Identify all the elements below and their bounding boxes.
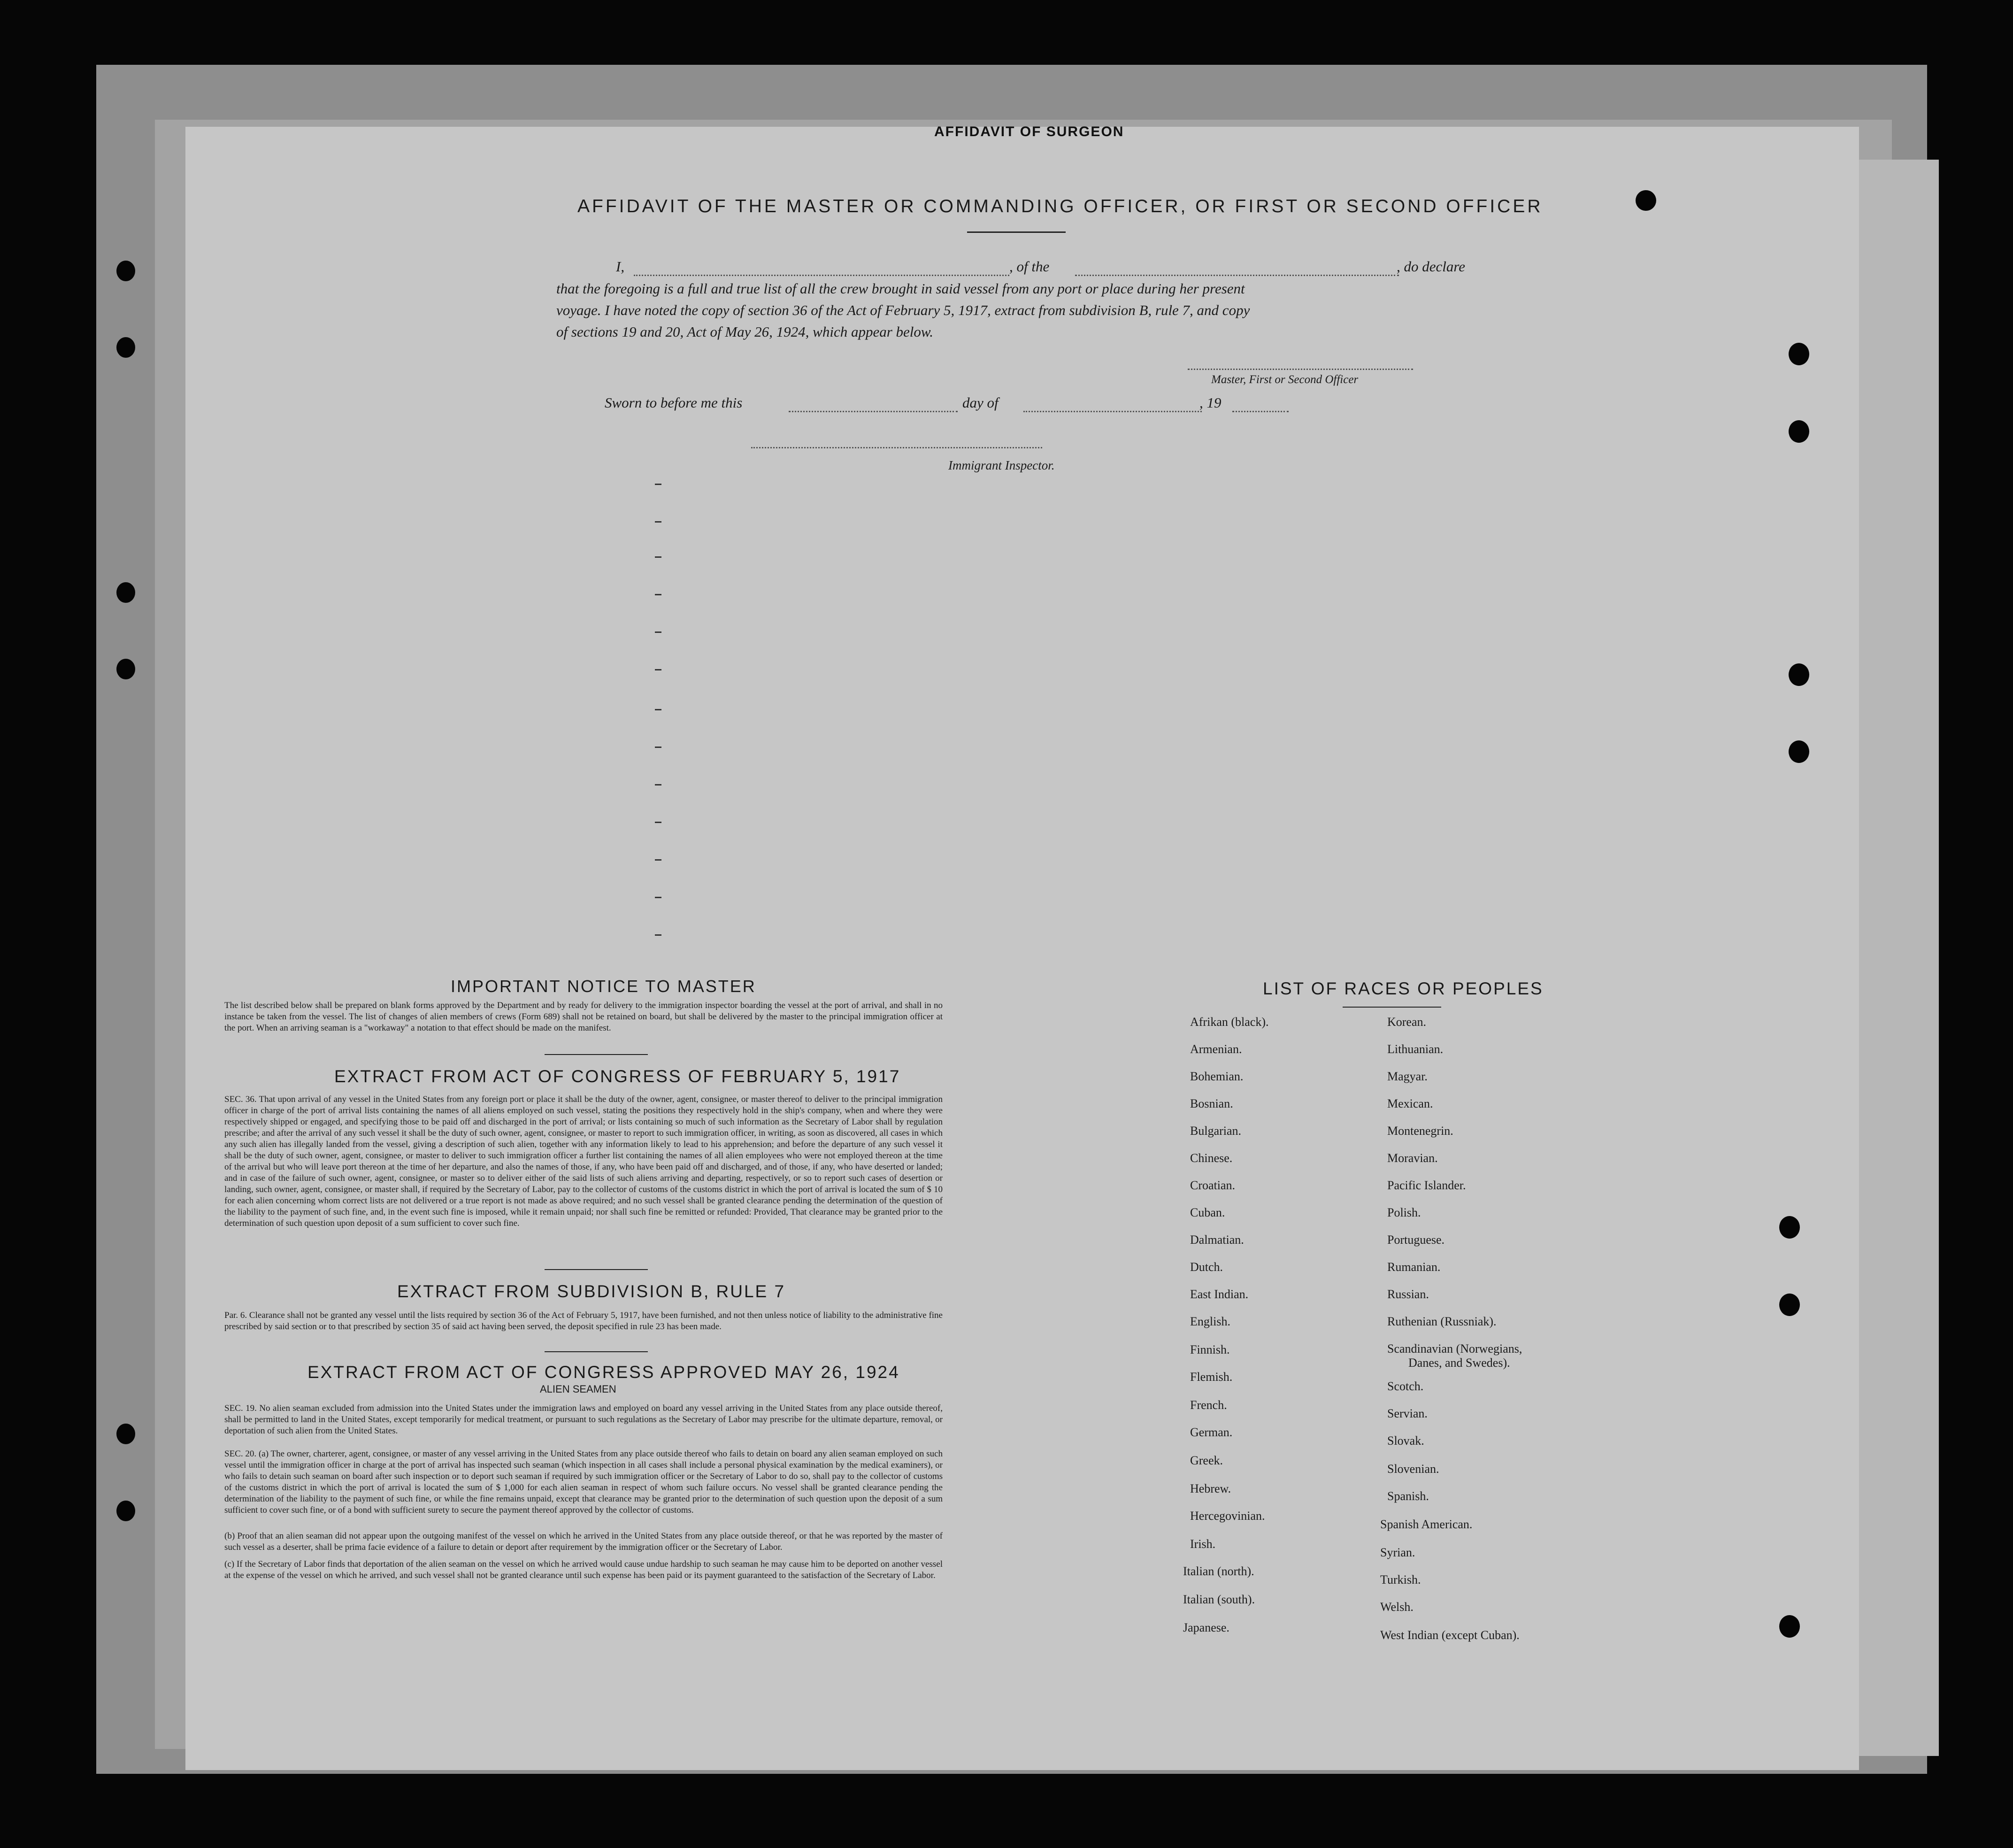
race-item: Russian. (1387, 1287, 1429, 1301)
race-item: Armenian. (1190, 1042, 1242, 1056)
races-title-rule (1343, 1007, 1441, 1008)
year-text: , 19 (1199, 394, 1222, 411)
declaration-i: I, (616, 258, 625, 275)
declaration-line-3: voyage. I have noted the copy of section 36 of the Act of February 5, 1917, extract from subdivision B, rule 7, and copy (556, 302, 1250, 318)
punch-hole (116, 659, 135, 679)
race-item: Portuguese. (1387, 1233, 1445, 1247)
punch-hole (1779, 1615, 1800, 1638)
race-item: Cuban. (1190, 1206, 1225, 1219)
race-item: Slovenian. (1387, 1462, 1439, 1476)
extract-1924-sec19: SEC. 19. No alien seaman excluded from admission into the United States under the immigration laws and employed on board any vessel arriving in the United States from any place outside thereof, shall be permitted to land in the United States, except temporarily for medical treatment, or pursuant to such regulations as the Secretary of Labor may prescribe for the ultimate departure, removal, or deportation of such alien from the United States. (224, 1403, 943, 1436)
alien-seamen-subtitle: ALIEN SEAMEN (540, 1383, 616, 1395)
race-item: Pacific Islander. (1387, 1178, 1466, 1192)
race-item: Turkish. (1380, 1573, 1421, 1586)
race-item: Afrikan (black). (1190, 1015, 1269, 1029)
race-item: Greek. (1190, 1454, 1223, 1467)
affidavit-title: AFFIDAVIT OF THE MASTER OR COMMANDING OFFICER, OR FIRST OR SECOND OFFICER (577, 196, 1543, 216)
extract-1917-body: SEC. 36. That upon arrival of any vessel in the United States from any foreign port or place it shall be the duty of the owner, agent, consignee, or master thereof to deliver to the principal immigration officer in charge of the port of arrival lists containing the names of all aliens employed on such vessel, stating the positions they respectively hold in the ship's company, when and where they were respectively shipped or engaged, and specifying those to be paid off and discharged in the port of arrival; or lists containing so much of such information as the Secretary of Labor shall by regulation prescribe; and after the arrival of any such vessel it shall be the duty of such owner, agent, consignee, or master to report to such immigration officer, in writing, as soon as discovered, all cases in which any such alien has illegally landed from the vessel, giving a description of such alien, together with any information likely to lead to his apprehension; and before the departure of any such vessel it shall be the duty of such owner, agent, consignee, or master to deliver to such immigration officer a further list containing the names of all alien employees who were not employed thereon at the time of the arrival but who will leave port thereon at the time of her departure, and also the names of those, if any, who have been paid off and discharged, and of those, if any, who have deserted or landed; and in case of the failure of such owner, agent, consignee, or master so to deliver either of the said lists of such aliens arriving and departing, respectively, or so to report such cases of desertion or landing, such owner, agent, consignee, or master shall, if required by the Secretary of Labor, pay to the collector of customs of the customs district in which the port of arrival is located the sum of $ 10 for each alien concerning whom correct lists are not delivered or a true report is not made as above required; and no such vessel shall be granted clearance pending the determination of the question of the liability to the payment of such fine, and, in the event such fine is imposed, while it remain unpaid; nor shall such fine be remitted or refunded: Provided, That clearance may be granted prior to the determination of such question upon deposit of a sum sufficient to cover such fine. (224, 1094, 943, 1228)
extract-1924-secb: (b) Proof that an alien seaman did not appear upon the outgoing manifest of the vessel on which he arrived in the United States from any place outside thereof, or that he was reported by the master of such vessel as a deserter, shall be prima facie evidence of a failure to detain or deport after requirement by the immigration officer or the Secretary of Labor. (224, 1531, 943, 1552)
race-item: Irish. (1190, 1537, 1216, 1551)
declaration-do-declare: , do declare (1397, 258, 1466, 275)
margin-tick (655, 709, 661, 710)
day-blank (789, 411, 958, 412)
margin-tick (655, 521, 661, 523)
sworn-text: Sworn to before me this (605, 394, 743, 411)
race-item: Spanish American. (1380, 1517, 1473, 1531)
section-rule (545, 1351, 648, 1352)
underlying-page-edge (1850, 160, 1939, 1756)
race-item: Scandinavian (Norwegians, (1387, 1342, 1522, 1355)
title-rule (967, 231, 1066, 233)
form-page (185, 127, 1859, 1770)
declaration-of-the: , of the (1009, 258, 1050, 275)
margin-tick (655, 897, 661, 898)
race-item: Montenegrin. (1387, 1124, 1453, 1138)
section-rule (545, 1269, 648, 1270)
race-item: Flemish. (1190, 1370, 1233, 1384)
punch-hole (116, 337, 135, 358)
race-item: Polish. (1387, 1206, 1421, 1219)
race-item: Magyar. (1387, 1070, 1428, 1083)
margin-tick (655, 859, 661, 861)
punch-hole (116, 582, 135, 603)
margin-tick (655, 484, 661, 485)
punch-hole (1779, 1294, 1800, 1316)
inspector-signature-line (751, 447, 1042, 448)
race-item: Hercegovinian. (1190, 1509, 1265, 1523)
extract-1924-title: EXTRACT FROM ACT OF CONGRESS APPROVED MAY 26, 1924 (307, 1363, 900, 1382)
race-item: English. (1190, 1315, 1230, 1328)
race-item: Korean. (1387, 1015, 1427, 1029)
race-item: East Indian. (1190, 1287, 1249, 1301)
name-blank (634, 275, 1009, 276)
race-item-continued: Danes, and Swedes). (1408, 1356, 1510, 1370)
race-item: French. (1190, 1398, 1227, 1412)
declaration-line-4: of sections 19 and 20, Act of May 26, 1924, which appear below. (556, 323, 934, 340)
margin-tick (655, 747, 661, 748)
race-item: Dutch. (1190, 1260, 1223, 1274)
race-item: Slovak. (1387, 1434, 1424, 1448)
race-item: Bulgarian. (1190, 1124, 1242, 1138)
race-item: Lithuanian. (1387, 1042, 1444, 1056)
vessel-blank (1075, 275, 1399, 276)
punch-hole (1789, 663, 1809, 686)
race-item: Chinese. (1190, 1151, 1233, 1165)
punch-hole (116, 1424, 135, 1444)
rule-7-body: Par. 6. Clearance shall not be granted any vessel until the lists required by section 36 of the Act of February 5, 1917, have been furnished, and not then unless notice of liability to the administrative fine prescribed by said section or to that prescribed by section 35 of said act having been served, the deposit specified in rule 23 has been made. (224, 1310, 943, 1332)
section-rule (545, 1054, 648, 1055)
race-item: Italian (north). (1183, 1564, 1254, 1578)
race-item: Scotch. (1387, 1379, 1424, 1393)
race-item: Hebrew. (1190, 1482, 1231, 1495)
punch-hole (1779, 1216, 1800, 1239)
race-item: Dalmatian. (1190, 1233, 1244, 1247)
margin-tick (655, 669, 661, 670)
race-item: Italian (south). (1183, 1593, 1255, 1606)
race-item: Mexican. (1387, 1097, 1433, 1110)
margin-tick (655, 631, 661, 633)
margin-tick (655, 594, 661, 595)
month-blank (1023, 411, 1202, 412)
inspector-label: Immigrant Inspector. (948, 458, 1055, 472)
race-item: Welsh. (1380, 1600, 1414, 1614)
race-item: Japanese. (1183, 1621, 1229, 1634)
stamp-text: AFFIDAVIT OF SURGEON (934, 124, 1124, 139)
race-item: Bohemian. (1190, 1070, 1244, 1083)
race-item: Syrian. (1380, 1546, 1415, 1559)
punch-hole (1636, 190, 1656, 211)
race-item: Croatian. (1190, 1178, 1236, 1192)
margin-tick (655, 934, 661, 936)
race-item: West Indian (except Cuban). (1380, 1628, 1520, 1642)
extract-1917-title: EXTRACT FROM ACT OF CONGRESS OF FEBRUARY 5, 1917 (334, 1067, 901, 1086)
races-title: LIST OF RACES OR PEOPLES (1263, 979, 1544, 998)
margin-tick (655, 784, 661, 785)
rule-7-title: EXTRACT FROM SUBDIVISION B, RULE 7 (397, 1282, 786, 1301)
master-signature-line (1188, 369, 1413, 370)
punch-hole (1789, 740, 1809, 763)
margin-tick (655, 556, 661, 558)
race-item: Servian. (1387, 1407, 1428, 1420)
margin-tick (655, 822, 661, 823)
declaration-line-2: that the foregoing is a full and true list of all the crew brought in said vessel from any port or place during her present (556, 280, 1245, 297)
race-item: Ruthenian (Russniak). (1387, 1315, 1497, 1328)
notice-title: IMPORTANT NOTICE TO MASTER (451, 977, 756, 996)
race-item: Spanish. (1387, 1489, 1429, 1503)
extract-1924-sec20: SEC. 20. (a) The owner, charterer, agent, consignee, or master of any vessel arriving in the United States from any place outside thereof who fails to detain on board any alien seaman employed on such vessel until the immigration officer in charge at the port of arrival has inspected such seaman (which inspection in all cases shall include a personal physical examination by the medical examiners), or who fails to detain such seaman on board after such inspection or to deport such seaman if required by such immigration officer or the Secretary of Labor to do so, shall pay to the collector of customs of the customs district in which the port of arrival is located the sum of $ 1,000 for each alien seaman in respect of whom such failure occurs. No vessel shall be granted clearance pending the determination of the liability to the payment of such fine, or while the fine remains unpaid, except that clearance may be granted prior to the determination of such question upon the deposit of a sum sufficient to cover such fine, or of a bond with sufficient surety to secure the payment thereof approved by the collector of customs. (224, 1449, 943, 1515)
race-item: German. (1190, 1425, 1233, 1439)
race-item: Moravian. (1387, 1151, 1438, 1165)
year-blank (1232, 411, 1289, 412)
extract-1924-secc: (c) If the Secretary of Labor finds that deportation of the alien seaman on the vessel on which he arrived would cause undue hardship to such seaman he may cause him to be deported on another vessel at the expense of the vessel on which he arrived, and such vessel shall not be granted clearance until such expense has been paid or its payment guaranteed to the satisfaction of the Secretary of Labor. (224, 1559, 943, 1580)
race-item: Finnish. (1190, 1343, 1230, 1356)
punch-hole (116, 1501, 135, 1521)
day-of-text: day of (962, 394, 999, 411)
race-item: Bosnian. (1190, 1097, 1233, 1110)
master-label: Master, First or Second Officer (1211, 373, 1359, 386)
punch-hole (1789, 343, 1809, 365)
notice-body: The list described below shall be prepared on blank forms approved by the Department and by ready for delivery to the immigration inspector boarding the vessel at the port of arrival, and shall in no instance be taken from the vessel. The list of changes of alien members of crews (Form 689) shall not be retained on board, but shall be delivered by the master to the principal immigration officer at the port. When an arriving seaman is a "workaway" a notation to that effect should be made on the manifest. (224, 1001, 943, 1033)
race-item: Rumanian. (1387, 1260, 1441, 1274)
punch-hole (1789, 420, 1809, 443)
punch-hole (116, 261, 135, 281)
